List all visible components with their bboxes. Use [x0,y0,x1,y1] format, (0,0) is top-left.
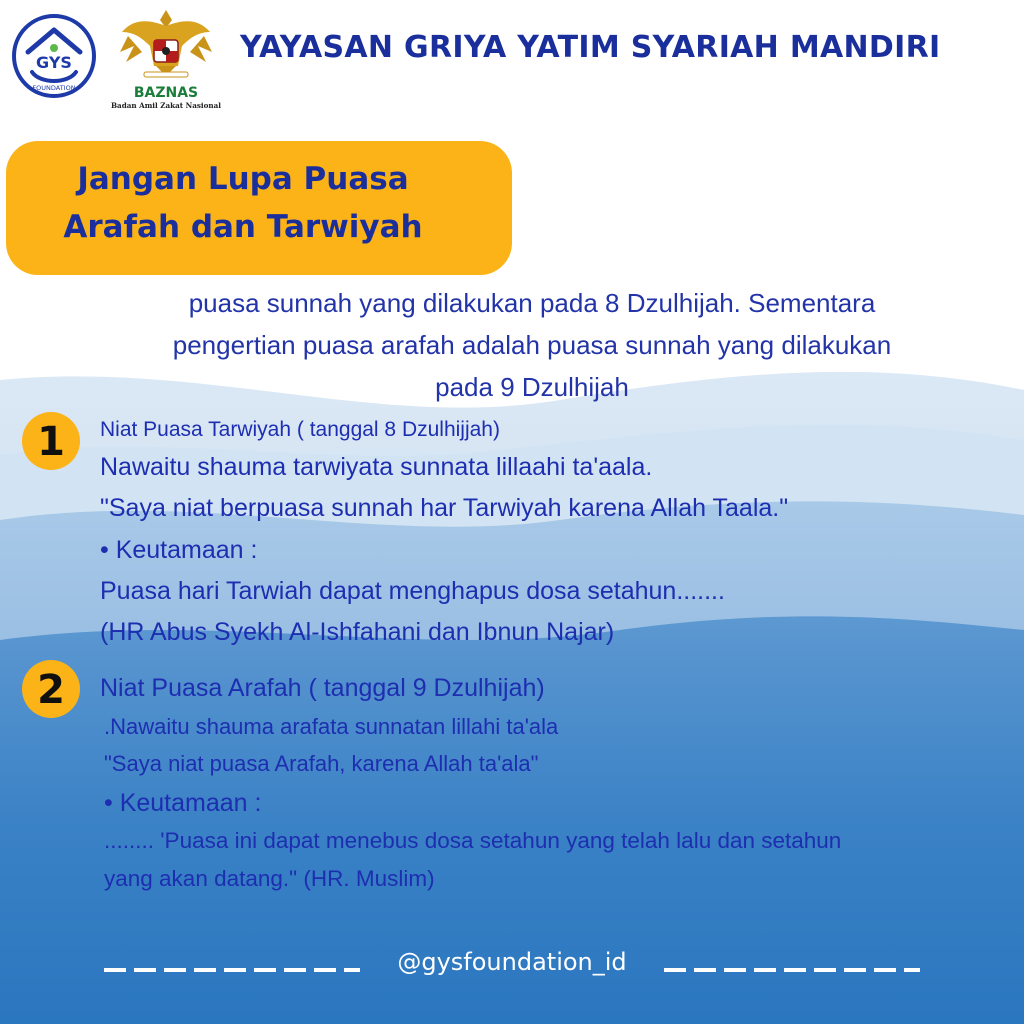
gys-logo-letters: GYS [36,53,72,72]
section1-translation: "Saya niat berpuasa sunnah har Tarwiyah karena Allah Taala." [100,494,789,522]
social-handle: @gysfoundation_id [397,948,627,976]
section2-keutamaan-line-1: ........ 'Puasa ini dapat menebus dosa setahun yang telah lalu dan setahun [104,828,842,853]
section1-keutamaan-label: • Keutamaan : [100,536,258,564]
baznas-logo [106,6,226,112]
intro-line-1: puasa sunnah yang dilakukan pada 8 Dzulhijah. Sementara [188,288,876,318]
intro-line-3: pada 9 Dzulhijah [435,372,629,402]
section1-title: Niat Puasa Tarwiyah ( tanggal 8 Dzulhijjah) [100,418,500,441]
intro-line-2: pengertian puasa arafah adalah puasa sunnah yang dilakukan [172,330,892,360]
footer-dashes-right [664,968,920,972]
section2-keutamaan-line-2: yang akan datang." (HR. Muslim) [104,866,435,891]
section2-title: Niat Puasa Arafah ( tanggal 9 Dzulhijah) [100,674,545,702]
baznas-name: BAZNAS [133,85,199,101]
section2-keutamaan-label: • Keutamaan : [104,789,262,817]
gys-foundation-logo [10,10,98,102]
section2-translation: "Saya niat puasa Arafah, karena Allah ta'ala" [104,751,539,776]
banner-line-1: Jangan Lupa Puasa [77,161,409,197]
baznas-caption: Badan Amil Zakat Nasional [110,101,222,110]
org-title: YAYASAN GRIYA YATIM SYARIAH MANDIRI [240,30,941,65]
section2-niat: .Nawaitu shauma arafata sunnatan lillahi ta'ala [104,714,559,739]
section1-keutamaan: Puasa hari Tarwiah dapat menghapus dosa setahun....... [100,577,725,605]
footer-dashes-left [104,968,360,972]
section1-niat: Nawaitu shauma tarwiyata sunnata lillaahi ta'aala. [100,453,653,481]
garuda-emblem-icon [106,6,226,112]
section1-source: (HR Abus Syekh Al-Ishfahani dan Ibnun Najar) [100,618,615,646]
number-badge-2: 2 [22,660,80,718]
number-badge-1: 1 [22,412,80,470]
gys-logo-caption: FOUNDATION [32,84,76,92]
intro-paragraph [60,282,1004,408]
title-banner [6,141,512,275]
banner-line-2: Arafah dan Tarwiyah [63,209,423,245]
